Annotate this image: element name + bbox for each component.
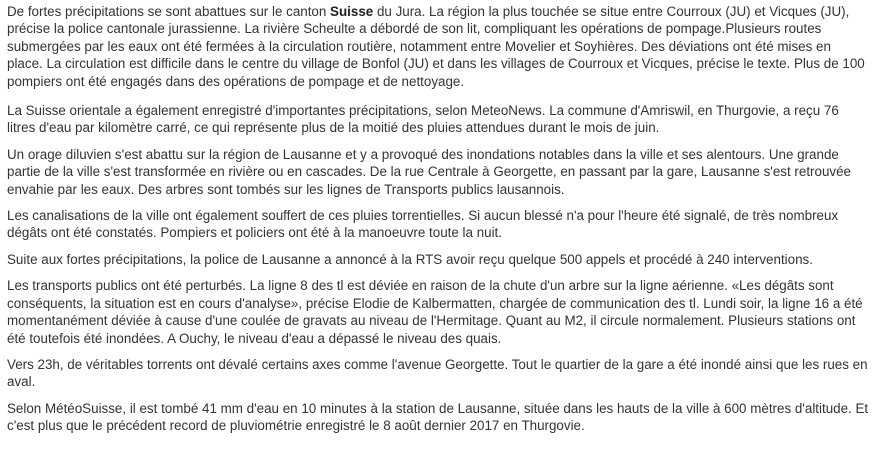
paragraph-jura	[7, 3, 869, 90]
paragraph-transports-publics: Les transports publics ont été perturbés. La ligne 8 des tl est déviée en raison de la chute d'un arbre sur la ligne aérienne. «Les dégâts sont conséquents, la situation est en cours d'analyse», précise Elodie de Kalbermatten, chargée de communication des tl. Lundi soir, la ligne 16 a été momentanément déviée à cause d'une coulée de gravats au niveau de l'Hermitage. Quant au M2, il circule normalement. Plusieurs stations ont été toutefois été inondées. A Ouchy, le niveau d'eau a dépassé le niveau des quais.	[7, 278, 863, 346]
paragraph-police-interventions: Suite aux fortes précipitations, la police de Lausanne a annoncé à la RTS avoir reçu quelque 500 appels et procédé à 240 interventions.	[7, 251, 813, 267]
paragraph-meteosuisse: Selon MétéoSuisse, il est tombé 41 mm d'eau en 10 minutes à la station de Lausanne, située dans les hauts de la ville à 600 mètres d'altitude. Et c'est plus que le précédent record de pluviométrie enregistré le 8 août dernier 2017 en Thurgovie.	[7, 400, 869, 434]
paragraph-canalisations: Les canalisations de la ville ont également souffert de ces pluies torrentielles. Si aucun blessé n'a pour l'heure été signalé, de très nombreux dégâts ont été constatés. Pompiers et policiers ont été à la manoeuvre toute la nuit.	[7, 208, 839, 241]
paragraph-jura-body: du Jura. La région la plus touchée se situe entre Courroux (JU) et Vicques (JU), précise la police cantonale jurassienne. La rivière Scheulte a débordé de son lit, compliquant les opérations de pompage.Plusieurs routes submergées par les eaux ont été fermées à la circulation routière, notamment entre Movelier et Soyhières. Des déviations ont été mises en place. La circulation est difficile dans le centre du village de Bonfol (JU) et dans les villages de Courroux et Vicques, précise le texte. Plus de 100 pompiers ont été engagés dans des opérations de pompage et de nettoyage.	[7, 4, 865, 89]
paragraph-orage-lausanne: Un orage diluvien s'est abattu sur la région de Lausanne et y a provoqué des inondations notables dans la ville et ses alentours. Une grande partie de la ville s'est transformée en rivière ou en cascades. De la rue Centrale à Georgette, en passant par la gare, Lausanne s'est retrouvée envahie par les eaux. Des arbres sont tombés sur les lignes de Transports publics lausannois.	[7, 146, 851, 197]
bold-keyword-suisse: Suisse	[330, 4, 374, 19]
paragraph-jura-intro: De fortes précipitations se sont abattues sur le canton	[7, 4, 331, 19]
paragraph-torrents: Vers 23h, de véritables torrents ont dévalé certains axes comme l'avenue Georgette. Tout le quartier de la gare a été inondé ainsi que les rues en aval.	[7, 356, 868, 390]
article-body	[7, 3, 869, 444]
paragraph-suisse-orientale: La Suisse orientale a également enregistré d'importantes précipitations, selon MeteoNews. La commune d'Amriswil, en Thurgovie, a reçu 76 litres d'eau par kilomètre carré, ce qui représente plus de la moitié des pluies attendues durant le mois de juin.	[7, 103, 839, 136]
